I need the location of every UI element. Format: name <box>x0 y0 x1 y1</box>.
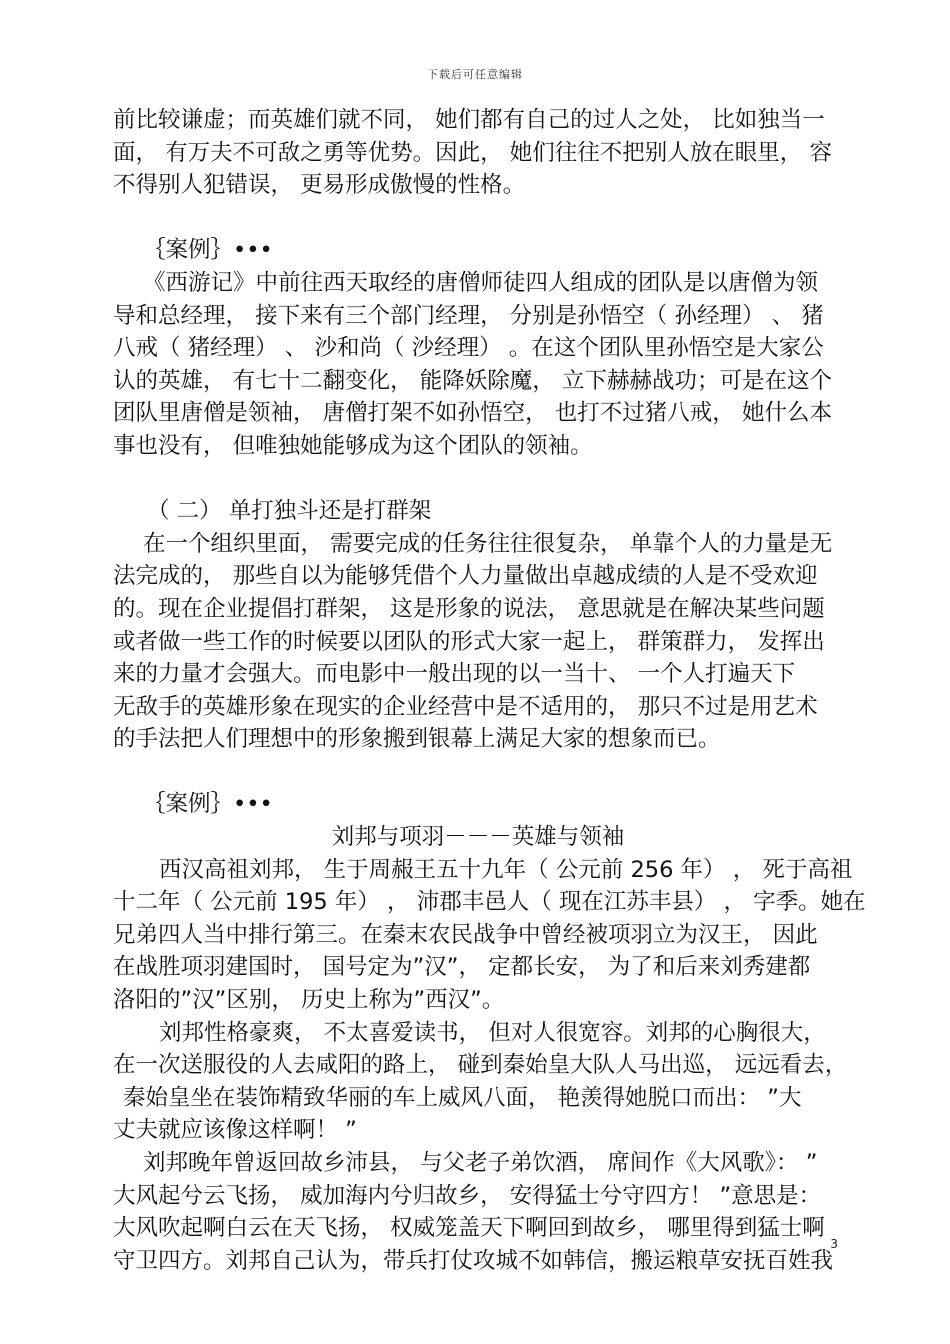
text-line: 丈夫就应该像这样啊！ ” <box>113 1117 357 1144</box>
text-line: ｛案例｝••• <box>143 791 273 818</box>
paragraph-gap <box>113 463 843 496</box>
text-line: 在一次送服役的人去咸阳的路上， 碰到秦始皇大队人马出巡， 远远看去， <box>113 1052 848 1079</box>
text-line: 团队里唐僧是领袖， 唐僧打架不如孙悟空， 也打不过猪八戒， 她什么本 <box>113 400 832 427</box>
text-line: 洛阳的”汉”区别， 历史上称为”西汉”。 <box>113 987 505 1014</box>
text-line: 兄弟四人当中排行第三。在秦末农民战争中曾经被项羽立为汉王， 因此 <box>113 921 818 948</box>
text-line: 的。现在企业提倡打群架， 这是形象的说法， 意思就是在解决某些问题 <box>113 595 825 622</box>
text-line: 面， 有万夫不可敌之勇等优势。因此， 她们往往不把别人放在眼里， 容 <box>113 139 832 166</box>
paragraph-gap <box>113 202 843 235</box>
text-line: 事也没有， 但唯独她能够成为这个团队的领袖。 <box>113 432 593 459</box>
text-line: 《西游记》中前往西天取经的唐僧师徒四人组成的团队是以唐僧为领 <box>143 269 819 296</box>
text-line: ｛案例｝••• <box>143 237 273 264</box>
case-title: 刘邦与项羽－－－英雄与领袖 <box>331 824 625 851</box>
text-line: 八戒（ 猪经理） 、 沙和尚（ 沙经理） 。在这个团队里孙悟空是大家公 <box>113 335 824 362</box>
text-line: 秦始皇坐在装饰精致华丽的车上威风八面， 艳羡得她脱口而出： ”大 <box>123 1084 802 1111</box>
text-line: 大风起兮云飞扬， 威加海内兮归故乡， 安得猛士兮守四方！ ”意思是： <box>113 1182 822 1209</box>
page-header: 下载后可任意编辑 <box>427 68 523 81</box>
text-line: 十二年（ 公元前 195 年） ， 沛郡丰邑人（ 现在江苏丰县） ， 字季。她在 <box>113 889 866 916</box>
text-line: 西汉高祖刘邦， 生于周赧王五十九年（ 公元前 256 年） ， 死于高祖 <box>159 856 853 883</box>
text-line: 认的英雄， 有七十二翻变化， 能降妖除魔， 立下赫赫战功；可是在这个 <box>113 367 832 394</box>
page-number: 3 <box>830 1237 838 1251</box>
text-line: 无敌手的英雄形象在现实的企业经营中是不适用的， 那只不过是用艺术 <box>113 693 818 720</box>
text-line: 的手法把人们理想中的形象搬到银幕上满足大家的想象而已。 <box>113 726 721 753</box>
text-line: 不得别人犯错误， 更易形成傲慢的性格。 <box>113 172 526 199</box>
text-line: 大风吹起啊白云在天飞扬， 权威笼盖天下啊回到故乡， 哪里得到猛士啊 <box>113 1215 825 1242</box>
document-body <box>113 104 866 1277</box>
text-line: 刘邦晚年曾返回故乡沛县， 与父老子弟饮酒， 席间作《大风歌》： ” <box>143 1150 818 1176</box>
text-line: 法完成的， 那些自以为能够凭借个人力量做出卓越成绩的人是不受欢迎 <box>113 563 818 590</box>
paragraph-gap <box>113 756 843 789</box>
text-line: 在战胜项羽建国时， 国号定为”汉”， 定都长安， 为了和后来刘秀建都 <box>113 954 811 981</box>
text-line: （ 二） 单打独斗还是打群架 <box>147 498 432 525</box>
text-line: 在一个组织里面， 需要完成的任务往往很复杂， 单靠个人的力量是无 <box>143 530 833 557</box>
text-line: 或者做一些工作的时候要以团队的形式大家一起上， 群策群力， 发挥出 <box>113 628 825 655</box>
text-line: 来的力量才会强大。而电影中一般出现的以一当十、 一个人打遍天下 <box>113 661 796 688</box>
text-line: 刘邦性格豪爽， 不太喜爱读书， 但对人很宽容。刘邦的心胸很大， <box>159 1019 826 1046</box>
text-line: 导和总经理， 接下来有三个部门经理， 分别是孙悟空（ 孙经理） 、 猪 <box>113 302 824 329</box>
text-line: 守卫四方。刘邦自己认为，带兵打仗攻城不如韩信，搬运粮草安抚百姓我 <box>113 1247 834 1274</box>
text-line: 前比较谦虚；而英雄们就不同， 她们都有自己的过人之处， 比如独当一 <box>113 107 825 133</box>
